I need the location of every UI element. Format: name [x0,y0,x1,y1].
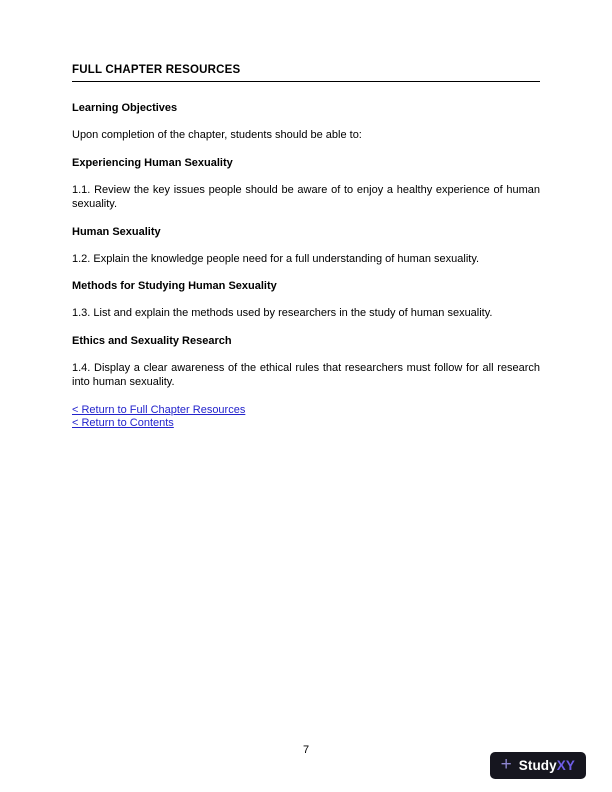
document-content [72,64,540,431]
section-body-objective-1-2: 1.2. Explain the knowledge people need for a full understanding of human sexuality. [72,252,480,265]
page-number: 7 [302,744,310,756]
section-heading-human-sexuality: Human Sexuality [72,225,161,238]
page-title: FULL CHAPTER RESOURCES [72,64,241,76]
section-heading-learning-objectives: Learning Objectives [72,102,178,114]
section-body-objective-1-4: 1.4. Display a clear awareness of the ethical rules that researchers must follow for all research into human sexuality. [72,361,540,388]
return-to-contents-link[interactable]: < Return to Contents [72,417,174,429]
brand-text [519,758,575,773]
return-links [72,404,540,431]
title-divider [72,81,540,82]
plus-icon: + [500,754,512,775]
section-body-learning-objectives: Upon completion of the chapter, students should be able to: [72,129,362,141]
section-heading-methods: Methods for Studying Human Sexuality [72,280,277,292]
brand-xy-label: XY [556,758,575,773]
brand-study-label: Study [518,758,557,773]
section-body-objective-1-1: 1.1. Review the key issues people should be aware of to enjoy a healthy experience of human sexuality. [72,183,540,210]
section-heading-experiencing-human-sexuality: Experiencing Human Sexuality [72,156,233,169]
return-to-full-chapter-resources-link[interactable]: < Return to Full Chapter Resources [72,403,246,416]
section-heading-ethics: Ethics and Sexuality Research [72,334,232,347]
studyxy-logo [490,752,586,779]
section-body-objective-1-3: 1.3. List and explain the methods used by researchers in the study of human sexuality. [72,307,493,319]
